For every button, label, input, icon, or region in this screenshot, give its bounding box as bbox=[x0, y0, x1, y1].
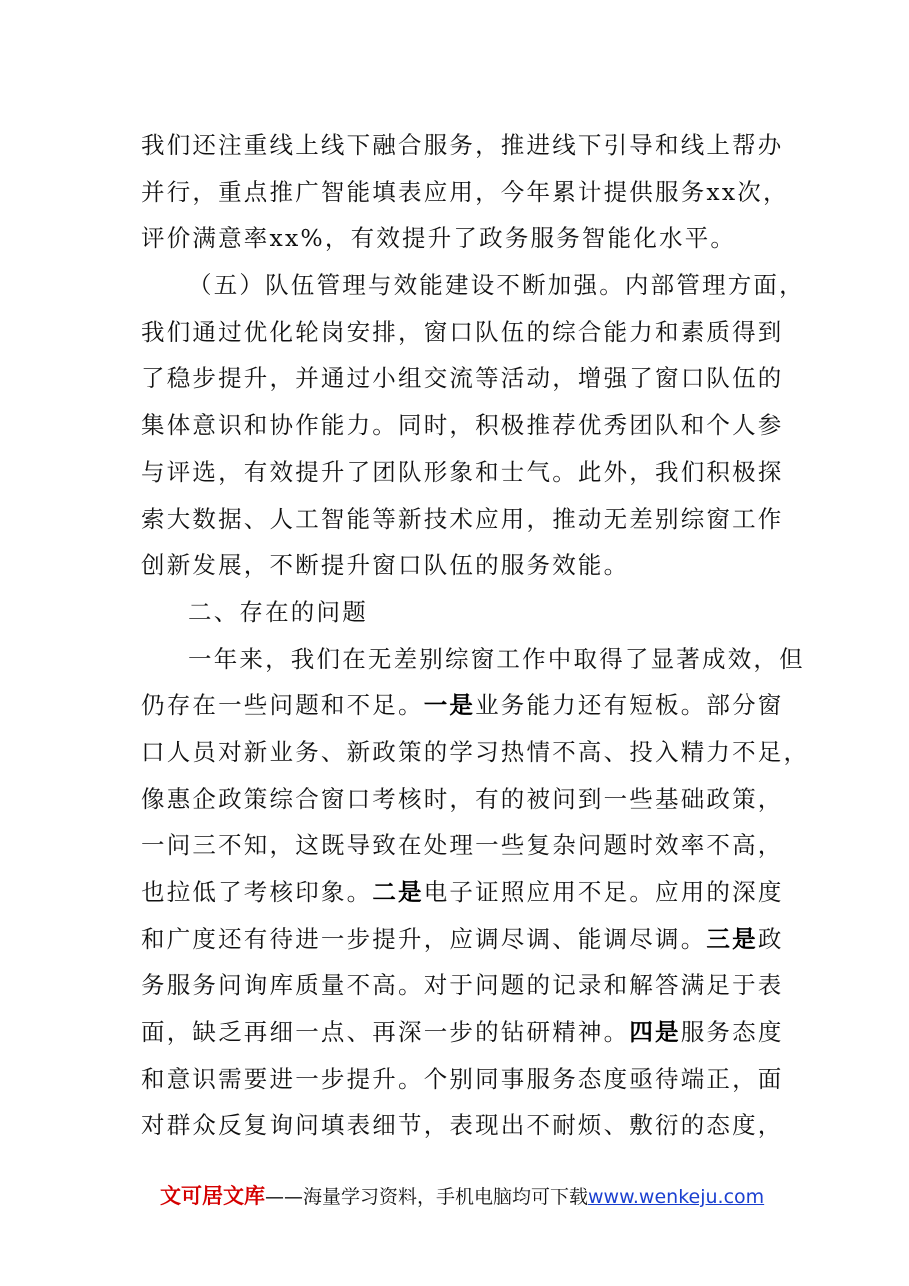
text-line-19: 务服务问询库质量不高。对于问题的记录和解答满足于表 bbox=[141, 971, 784, 1000]
text-line-1: 我们还注重线上线下融合服务，推进线下引导和线上帮办 bbox=[141, 131, 784, 159]
footer-banner bbox=[160, 1180, 764, 1210]
bold-marker-three: 三是 bbox=[706, 924, 758, 953]
bold-marker-one: 一是 bbox=[423, 691, 476, 720]
text-line-5: 我们通过优化轮岗安排，窗口队伍的综合能力和素质得到 bbox=[141, 317, 784, 346]
text-line-16: 一问三不知，这既导致在处理一些复杂问题时效率不高， bbox=[141, 831, 784, 860]
text-line-14: 口人员对新业务、新政策的学习热情不高、投入精力不足， bbox=[141, 737, 810, 766]
text-line-17 bbox=[141, 869, 784, 916]
text-line-12: 一年来，我们在无差别综窗工作中取得了显著成效，但 bbox=[188, 644, 805, 673]
text-line-13 bbox=[141, 682, 784, 729]
text-line-6: 了稳步提升，并通过小组交流等活动，增强了窗口队伍的 bbox=[141, 364, 784, 393]
line-pre: 也拉低了考核印象。 bbox=[141, 878, 373, 906]
bold-marker-two: 二是 bbox=[372, 878, 424, 906]
section-heading-problems: 二、存在的问题 bbox=[188, 597, 368, 626]
line-pre: 仍存在一些问题和不足。 bbox=[141, 691, 424, 720]
text-line-22: 对群众反复询问填表细节，表现出不耐烦、敷衍的态度， bbox=[141, 1111, 784, 1140]
body-text bbox=[141, 122, 810, 1149]
line-post: 电子证照应用不足。应用的深度 bbox=[423, 878, 784, 906]
text-line-2: 并行，重点推广智能填表应用，今年累计提供服务xx次， bbox=[141, 177, 789, 206]
line-post: 业务能力还有短板。部分窗 bbox=[475, 691, 784, 720]
bold-marker-four: 四是 bbox=[629, 1018, 681, 1047]
text-line-3: 评价满意率xx%，有效提升了政务服务智能化水平。 bbox=[141, 224, 737, 253]
footer-brand: 文可居文库 bbox=[160, 1184, 265, 1208]
text-line-8: 与评选，有效提升了团队形象和士气。此外，我们积极探 bbox=[141, 457, 784, 486]
section-five-heading-line: （五）队伍管理与效能建设不断加强。内部管理方面， bbox=[188, 271, 805, 300]
text-line-20 bbox=[141, 1009, 784, 1056]
line-post: 政 bbox=[757, 924, 784, 953]
text-line-9: 索大数据、人工智能等新技术应用，推动无差别综窗工作 bbox=[141, 504, 784, 533]
text-line-10: 创新发展，不断提升窗口队伍的服务效能。 bbox=[141, 551, 630, 580]
line-pre: 面，缺乏再细一点、再深一步的钻研精神。 bbox=[141, 1018, 630, 1047]
text-line-18 bbox=[141, 916, 784, 963]
footer-slogan: ——海量学习资料，手机电脑均可下载 bbox=[265, 1186, 589, 1208]
text-line-21: 和意识需要进一步提升。个别同事服务态度亟待端正，面 bbox=[141, 1064, 784, 1093]
text-line-15: 像惠企政策综合窗口考核时，有的被问到一些基础政策， bbox=[141, 784, 784, 813]
text-line-7: 集体意识和协作能力。同时，积极推荐优秀团队和个人参 bbox=[141, 411, 784, 440]
line-pre: 和广度还有待进一步提升，应调尽调、能调尽调。 bbox=[141, 924, 707, 953]
line-post: 服务态度 bbox=[680, 1018, 784, 1047]
footer-url-link[interactable]: www.wenkeju.com bbox=[588, 1186, 765, 1208]
